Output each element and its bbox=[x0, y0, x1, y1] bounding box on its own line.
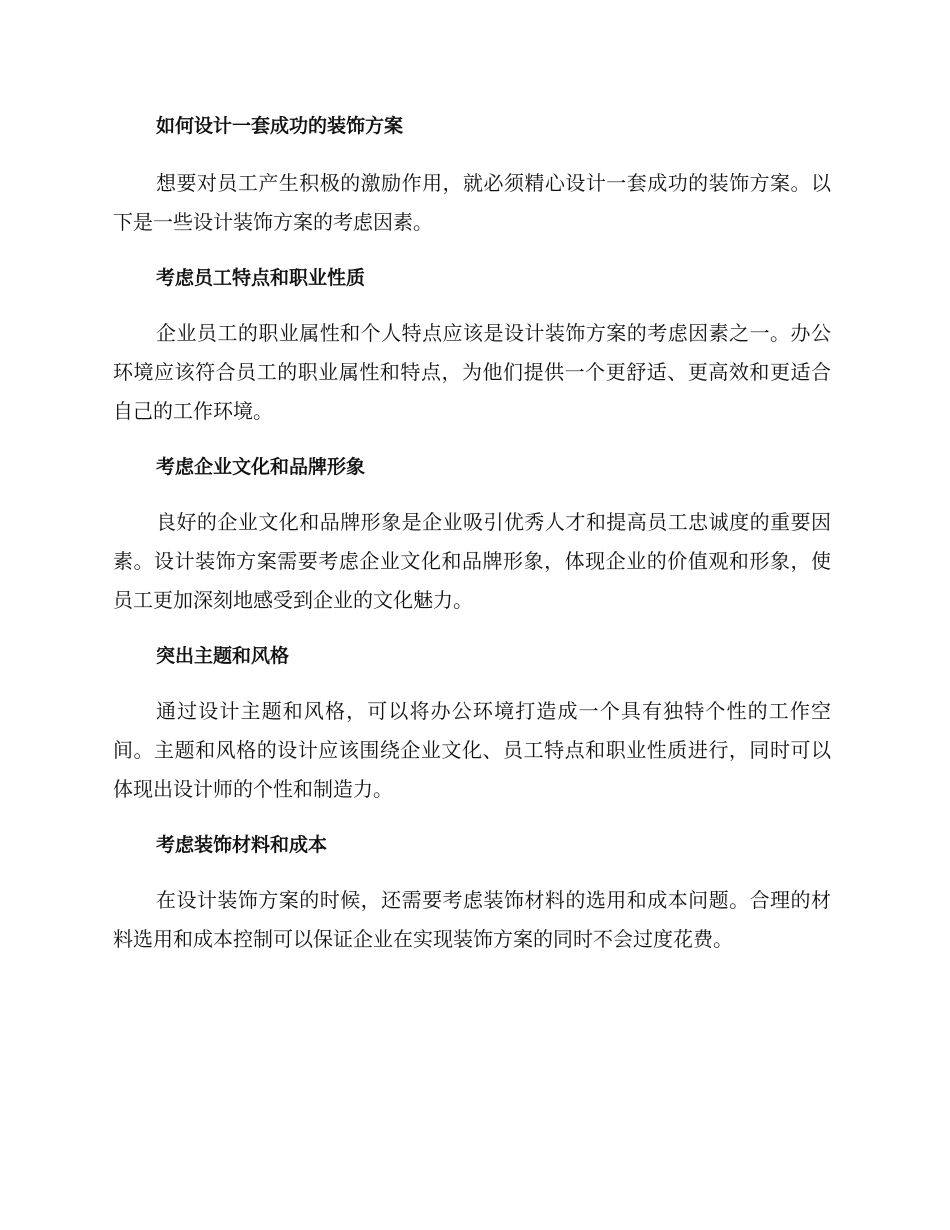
section-paragraph-design-plan: 想要对员工产生积极的激励作用，就必须精心设计一套成功的装饰方案。以下是一些设计装饰方案的考虑因素。 bbox=[113, 171, 831, 234]
document-page bbox=[113, 108, 831, 959]
section-heading-corporate-culture: 考虑企业文化和品牌形象 bbox=[156, 456, 366, 478]
section-paragraph-materials-cost: 在设计装饰方案的时候，还需要考虑装饰材料的选用和成本问题。合理的材料选用和成本控制可以保证企业在实现装饰方案的同时不会过度花费。 bbox=[113, 888, 831, 951]
section-paragraph-theme-style: 通过设计主题和风格，可以将办公环境打造成一个具有独特个性的工作空间。主题和风格的设计应该围绕企业文化、员工特点和职业性质进行，同时可以体现出设计师的个性和制造力。 bbox=[113, 699, 831, 801]
section-paragraph-corporate-culture: 良好的企业文化和品牌形象是企业吸引优秀人才和提高员工忠诚度的重要因素。设计装饰方案需要考虑企业文化和品牌形象，体现企业的价值观和形象，使员工更加深刻地感受到企业的文化魅力。 bbox=[113, 510, 831, 612]
section-heading-design-plan: 如何设计一套成功的装饰方案 bbox=[156, 115, 404, 137]
section-paragraph-employee-traits: 企业员工的职业属性和个人特点应该是设计装饰方案的考虑因素之一。办公环境应该符合员工的职业属性和特点，为他们提供一个更舒适、更高效和更适合自己的工作环境。 bbox=[113, 321, 831, 423]
section-heading-theme-style: 突出主题和风格 bbox=[156, 645, 290, 667]
section-heading-employee-traits: 考虑员工特点和职业性质 bbox=[156, 267, 366, 289]
section-heading-materials-cost: 考虑装饰材料和成本 bbox=[156, 834, 328, 856]
